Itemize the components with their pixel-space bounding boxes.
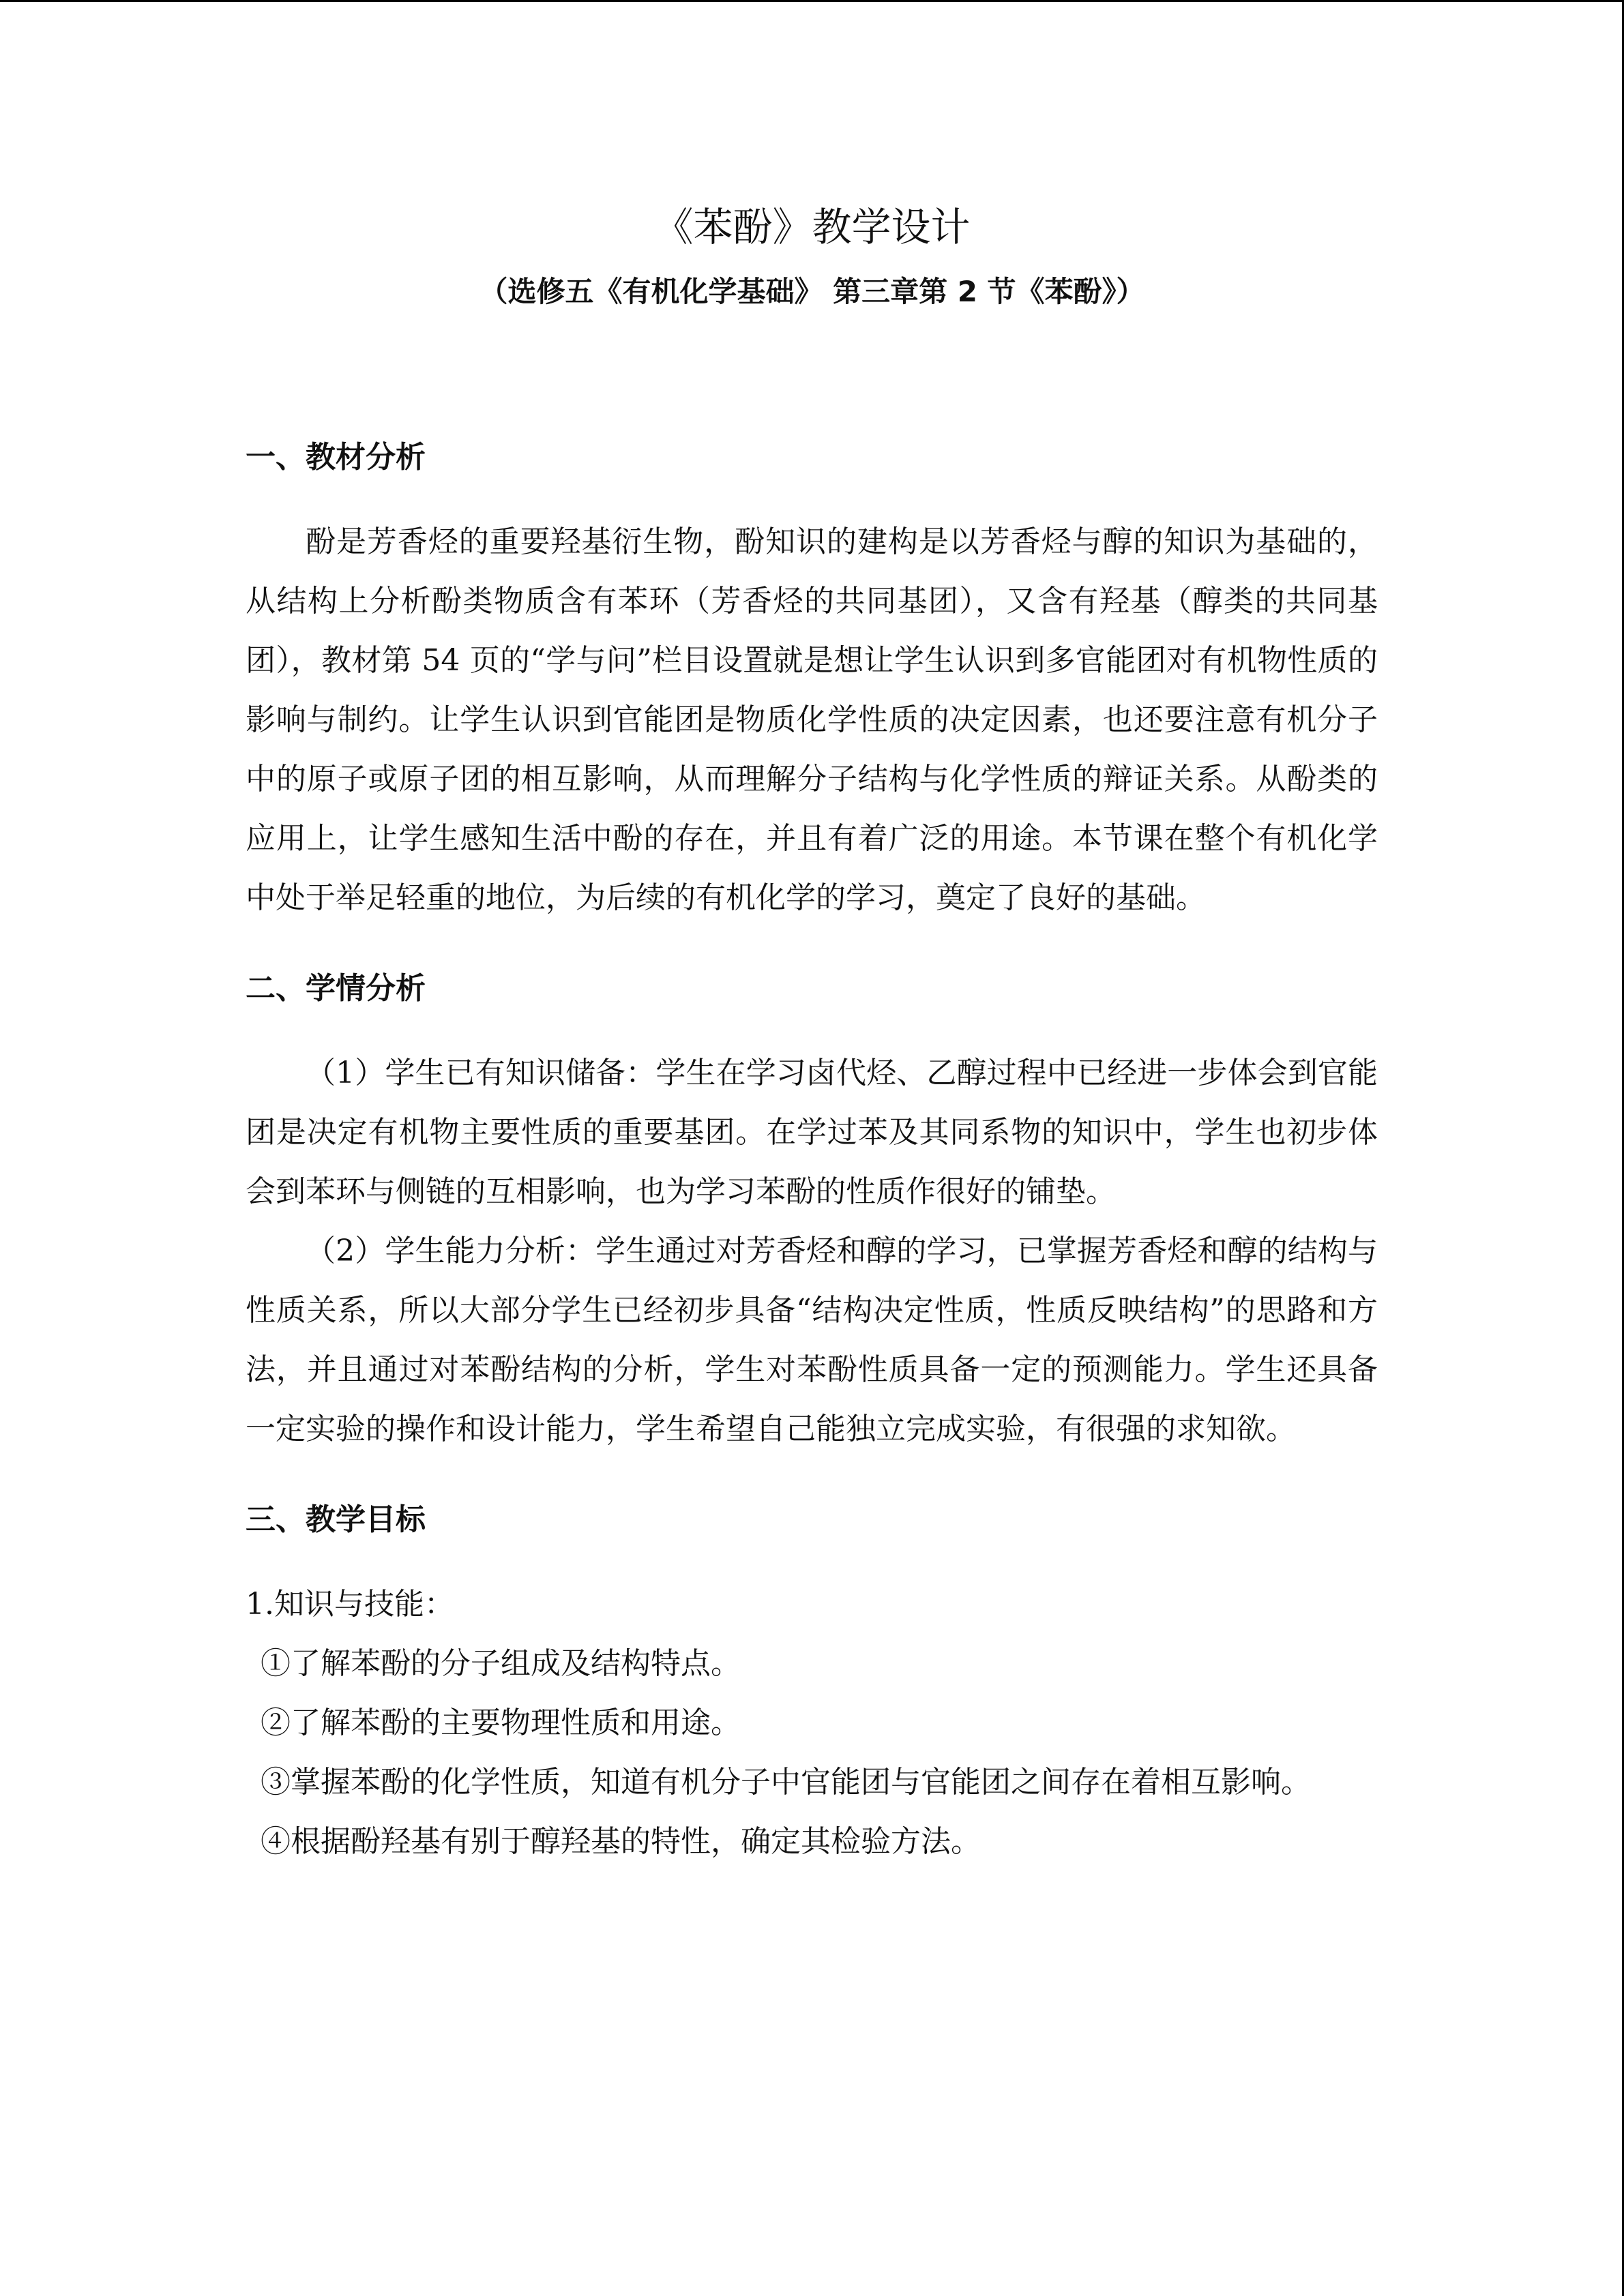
goal-item: ④根据酚羟基有别于醇羟基的特性，确定其检验方法。 [261, 1824, 981, 1859]
goal-subheading: 1.知识与技能： [246, 1587, 454, 1622]
section-heading-teaching-goals: 三、教学目标 [246, 1502, 426, 1537]
section-paragraph: 酚是芳香烃的重要羟基衍生物，酚知识的建构是以芳香烃与醇的知识为基础的，从结构上分析酚类物质含有苯环（芳香烃的共同基团），又含有羟基（醇类的共同基团），教材第 54 页的“学与问”栏目设置就是想让学生认识到多官能团对有机物性质的影响与制约。让学生认识到官能团是物质化学性质的决定因素，也还要注意有机分子中的原子或原子团的相互影响，从而理解分子结构与化学性质的辩证关系。从酚类的应用上，让学生感知生活中酚的存在，并且有着广泛的用途。本节课在整个有机化学中处于举足轻重的地位，为后续的有机化学的学习，奠定了良好的基础。 [246, 524, 1378, 915]
document-title: 《苯酚》教学设计 [653, 204, 971, 250]
section-heading-student-analysis: 二、学情分析 [246, 971, 426, 1006]
goal-item: ②了解苯酚的主要物理性质和用途。 [261, 1705, 741, 1740]
goal-item: ③掌握苯酚的化学性质，知道有机分子中官能团与官能团之间存在着相互影响。 [261, 1765, 1311, 1800]
document-subtitle: （选修五《有机化学基础》 第三章第 2 节《苯酚》） [479, 275, 1145, 308]
section-paragraph: （1）学生已有知识储备：学生在学习卤代烃、乙醇过程中已经进一步体会到官能团是决定有机物主要性质的重要基团。在学过苯及其同系物的知识中，学生也初步体会到苯环与侧链的互相影响，也为学习苯酚的性质作很好的铺垫。 [246, 1056, 1378, 1209]
goal-item: ①了解苯酚的分子组成及结构特点。 [261, 1646, 741, 1681]
section-paragraph: （2）学生能力分析：学生通过对芳香烃和醇的学习，已掌握芳香烃和醇的结构与性质关系，所以大部分学生已经初步具备“结构决定性质，性质反映结构”的思路和方法，并且通过对苯酚结构的分析，学生对苯酚性质具备一定的预测能力。学生还具备一定实验的操作和设计能力，学生希望自己能独立完成实验，有很强的求知欲。 [246, 1234, 1378, 1446]
section-heading-textbook-analysis: 一、教材分析 [246, 440, 426, 475]
document-body [246, 425, 1378, 1871]
